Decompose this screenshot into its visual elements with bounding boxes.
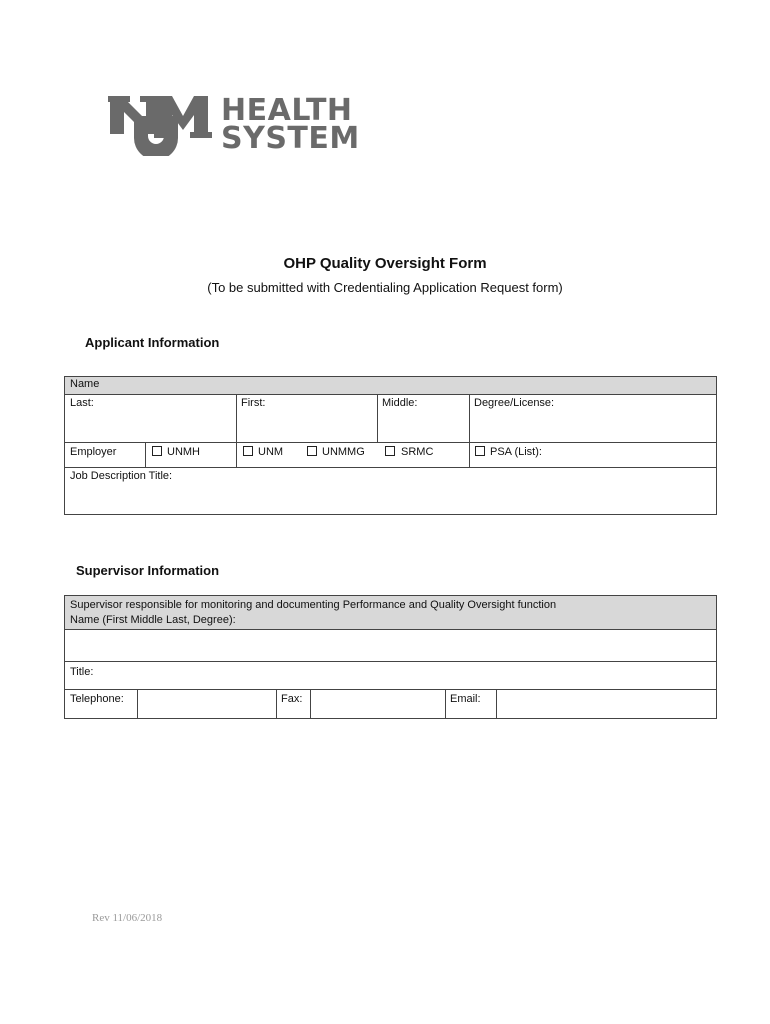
checkbox-psa[interactable]: [475, 446, 485, 456]
middle-name-field[interactable]: [377, 395, 469, 442]
title-label: Title:: [70, 666, 94, 678]
checkbox-unmmg[interactable]: [307, 446, 317, 456]
last-label: Last:: [70, 397, 94, 409]
logo-line-2: SYSTEM: [221, 121, 360, 156]
first-label: First:: [241, 397, 266, 409]
revision-date: Rev 11/06/2018: [92, 912, 163, 924]
option-unmh: UNMH: [167, 446, 200, 458]
supervisor-title-row: [65, 661, 716, 689]
degree-license-field[interactable]: [469, 395, 716, 442]
middle-label: Middle:: [382, 397, 418, 409]
option-unmmg: UNMMG: [322, 446, 365, 458]
form-subtitle: (To be submitted with Credentialing Application Request form): [207, 280, 563, 295]
fax-field[interactable]: [310, 690, 445, 718]
name-row: [65, 394, 716, 442]
supervisor-header-row: [65, 596, 716, 629]
telephone-field[interactable]: [137, 690, 276, 718]
unm-mark-icon: [108, 96, 212, 156]
email-label: Email:: [450, 693, 481, 705]
form-title: OHP Quality Oversight Form: [283, 255, 487, 272]
contact-row: [65, 689, 716, 718]
email-field[interactable]: [496, 690, 716, 718]
supervisor-heading: Supervisor Information: [76, 563, 220, 578]
supervisor-name-row: [65, 629, 716, 661]
option-srmc: SRMC: [401, 446, 434, 458]
logo-line-1: HEALTH: [221, 93, 353, 128]
employer-row: [65, 442, 716, 467]
job-row: [65, 467, 716, 514]
option-unm: UNM: [258, 446, 284, 458]
name-header: Name: [70, 378, 100, 390]
checkbox-unmh[interactable]: [152, 446, 162, 456]
degree-label: Degree/License:: [474, 397, 555, 409]
supervisor-header-line-1: Supervisor responsible for monitoring and documenting Performance and Quality Oversight function: [70, 599, 557, 611]
supervisor-header-line-2: Name (First Middle Last, Degree):: [70, 614, 236, 626]
name-header-row: [65, 377, 716, 394]
first-name-field[interactable]: [236, 395, 377, 442]
supervisor-name-field[interactable]: [65, 630, 716, 661]
job-label: Job Description Title:: [70, 470, 173, 482]
employer-label: Employer: [70, 446, 117, 458]
job-description-field[interactable]: [65, 468, 716, 514]
telephone-label: Telephone:: [70, 693, 124, 705]
option-psa: PSA (List):: [490, 446, 542, 458]
supervisor-table: [64, 595, 717, 719]
checkbox-unm[interactable]: [243, 446, 253, 456]
logo-wordmark: [221, 93, 360, 156]
supervisor-title-field[interactable]: [65, 662, 716, 689]
fax-label: Fax:: [281, 693, 303, 705]
last-name-field[interactable]: [65, 395, 236, 442]
checkbox-srmc[interactable]: [385, 446, 395, 456]
applicant-heading: Applicant Information: [85, 335, 220, 350]
applicant-table: [64, 376, 717, 515]
